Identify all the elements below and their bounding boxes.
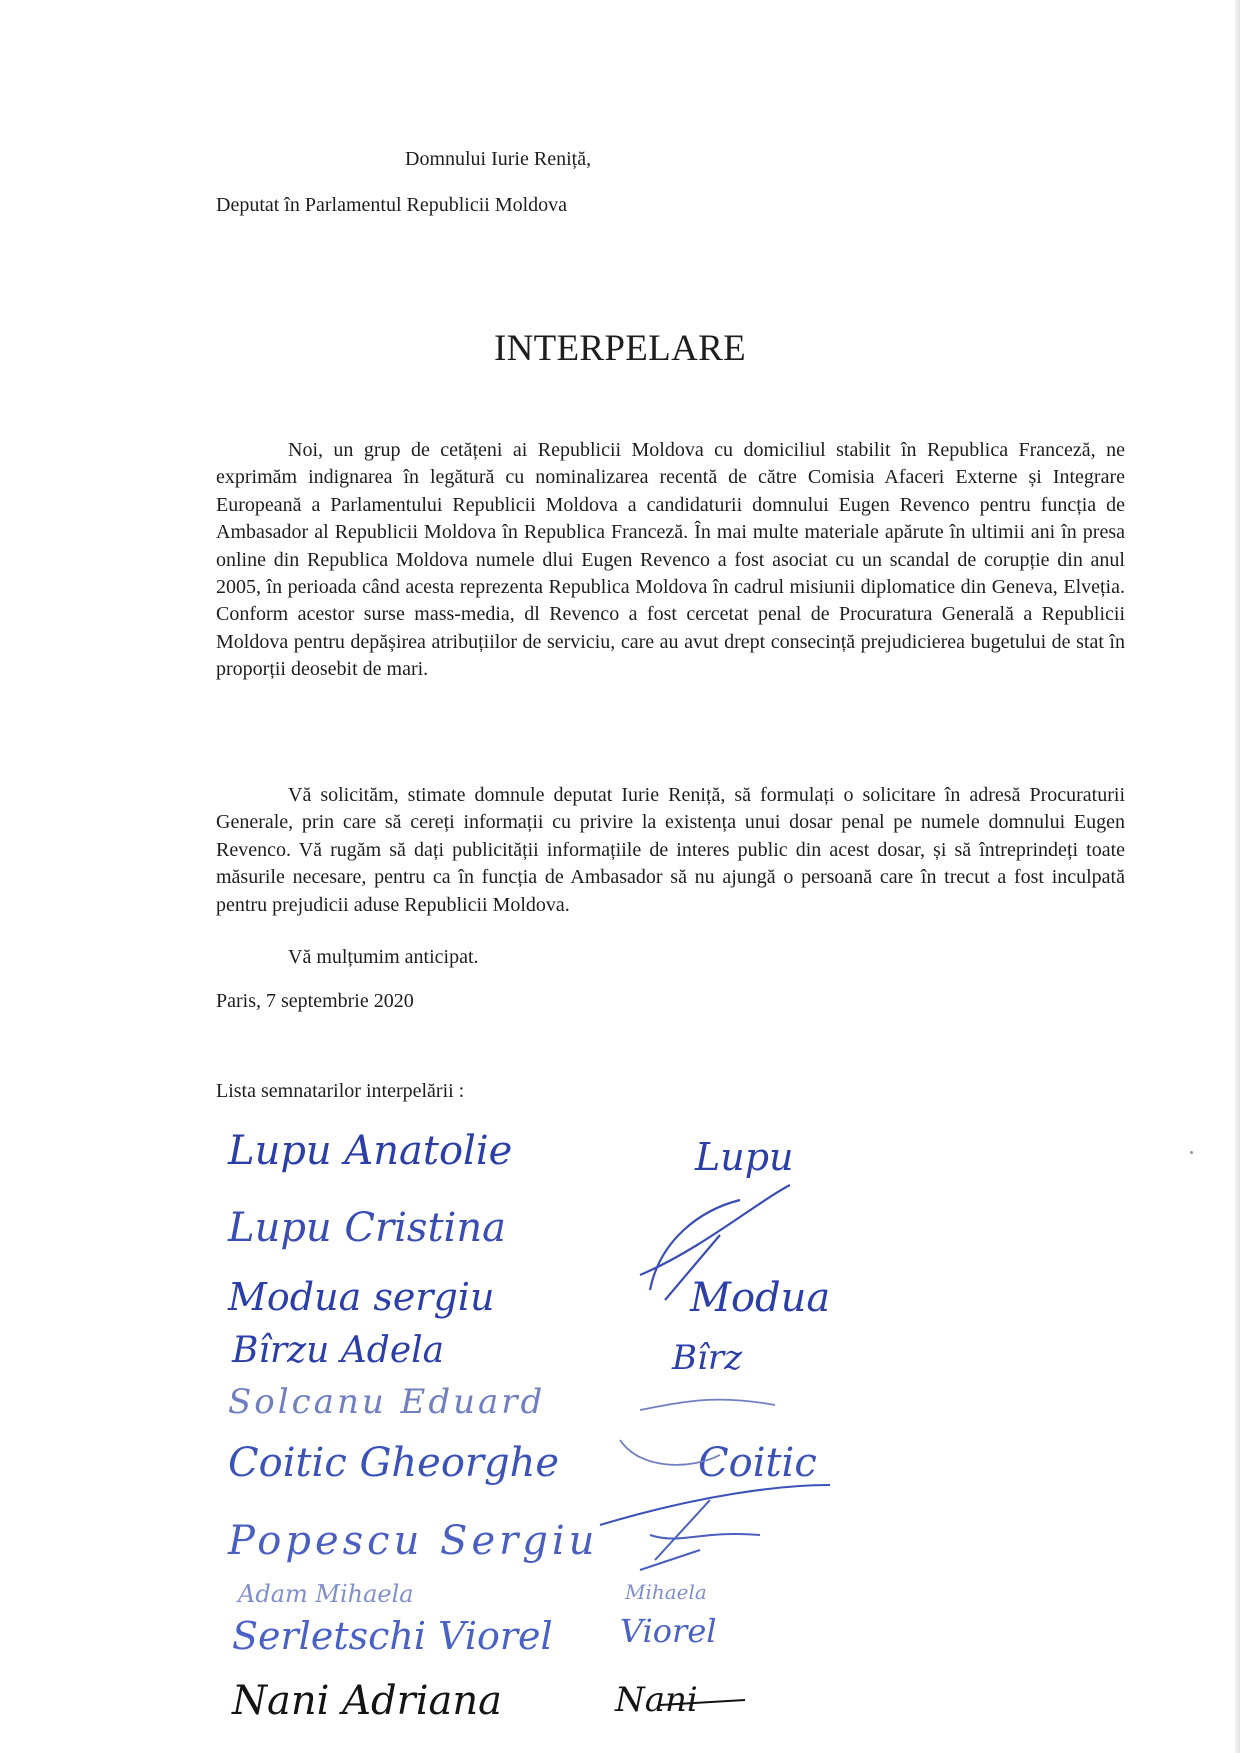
signatory-name: Lupu Anatolie bbox=[228, 1128, 513, 1174]
signature: Modua bbox=[690, 1275, 831, 1321]
signature: Lupu bbox=[695, 1135, 794, 1179]
body-paragraph-2: Vă solicităm, stimate domnule deputat Iurie Reniță, să formulați o solicitare în adresă Procuraturii Generale, prin care să cereți informații cu privire la existența unui dosar penal pe numele domnului Eugen Revenco. Vă rugăm să dați publicității informațiile de interes public din acest dosar, și să întreprindeți toate măsurile necesare, pentru ca în funcția de Ambasador să nu ajungă o persoană care în trecut a fost inculpată pentru prejudicii aduse Republicii Moldova. bbox=[216, 784, 1125, 916]
signature: Bîrz bbox=[672, 1338, 743, 1378]
signature-stroke bbox=[660, 1700, 745, 1705]
signature-stroke bbox=[640, 1185, 790, 1300]
addressee-title: Deputat în Parlamentul Republicii Moldova bbox=[216, 194, 568, 216]
signature-stroke bbox=[620, 1400, 775, 1465]
signatory-name: Nani Adriana bbox=[232, 1678, 502, 1724]
signatory-name: Lupu Cristina bbox=[228, 1205, 506, 1251]
document-title: INTERPELARE bbox=[493, 328, 746, 369]
signatory-name: Modua sergiu bbox=[228, 1275, 495, 1319]
signatory-name: Adam Mihaela bbox=[238, 1580, 414, 1608]
signature-stroke bbox=[600, 1485, 830, 1525]
signature: Coitic bbox=[698, 1440, 817, 1486]
signature-stroke bbox=[640, 1500, 760, 1570]
signatory-name: Popescu Sergiu bbox=[228, 1518, 599, 1564]
place-date: Paris, 7 septembrie 2020 bbox=[216, 990, 414, 1012]
signatory-name: Coitic Gheorghe bbox=[228, 1440, 560, 1486]
signature: Nani bbox=[615, 1680, 698, 1720]
signature: Mihaela bbox=[625, 1580, 707, 1604]
closing-line: Vă mulțumim anticipat. bbox=[288, 946, 479, 968]
signatory-name: Solcanu Eduard bbox=[228, 1382, 546, 1422]
signatory-name: Serletschi Viorel bbox=[232, 1614, 553, 1658]
signatory-name: Bîrzu Adela bbox=[232, 1330, 445, 1371]
signatories-label: Lista semnatarilor interpelării : bbox=[216, 1080, 465, 1102]
body-paragraph-1: Noi, un grup de cetățeni ai Republicii Moldova cu domiciliul stabilit în Republica Franceză, ne exprimăm indignarea în legătură cu nominalizarea recentă de către Comisia Afaceri Externe și Integrare Europeană a Parlamentului Republicii Moldova a candidaturii domnului Eugen Revenco pentru funcția de Ambasador al Republicii Moldova în Republica Franceză. În mai multe materiale apărute în ultimii ani în presa online din Republica Moldova numele dlui Eugen Revenco a fost asociat cu un scandal de corupție din anul 2005, în perioada când acesta reprezenta Republica Moldova în cadrul misiunii diplomatice din Geneva, Elveția. Conform acestor surse mass-media, dl Revenco a fost cercetat penal de Procuratura Generală a Republicii Moldova pentru depășirea atribuțiilor de serviciu, care au avut drept consecință prejudicierea bugetului de stat în proporții deosebit de mari. bbox=[216, 439, 1125, 681]
addressee-name: Domnului Iurie Reniță, bbox=[405, 148, 592, 170]
signature: Viorel bbox=[620, 1612, 717, 1650]
